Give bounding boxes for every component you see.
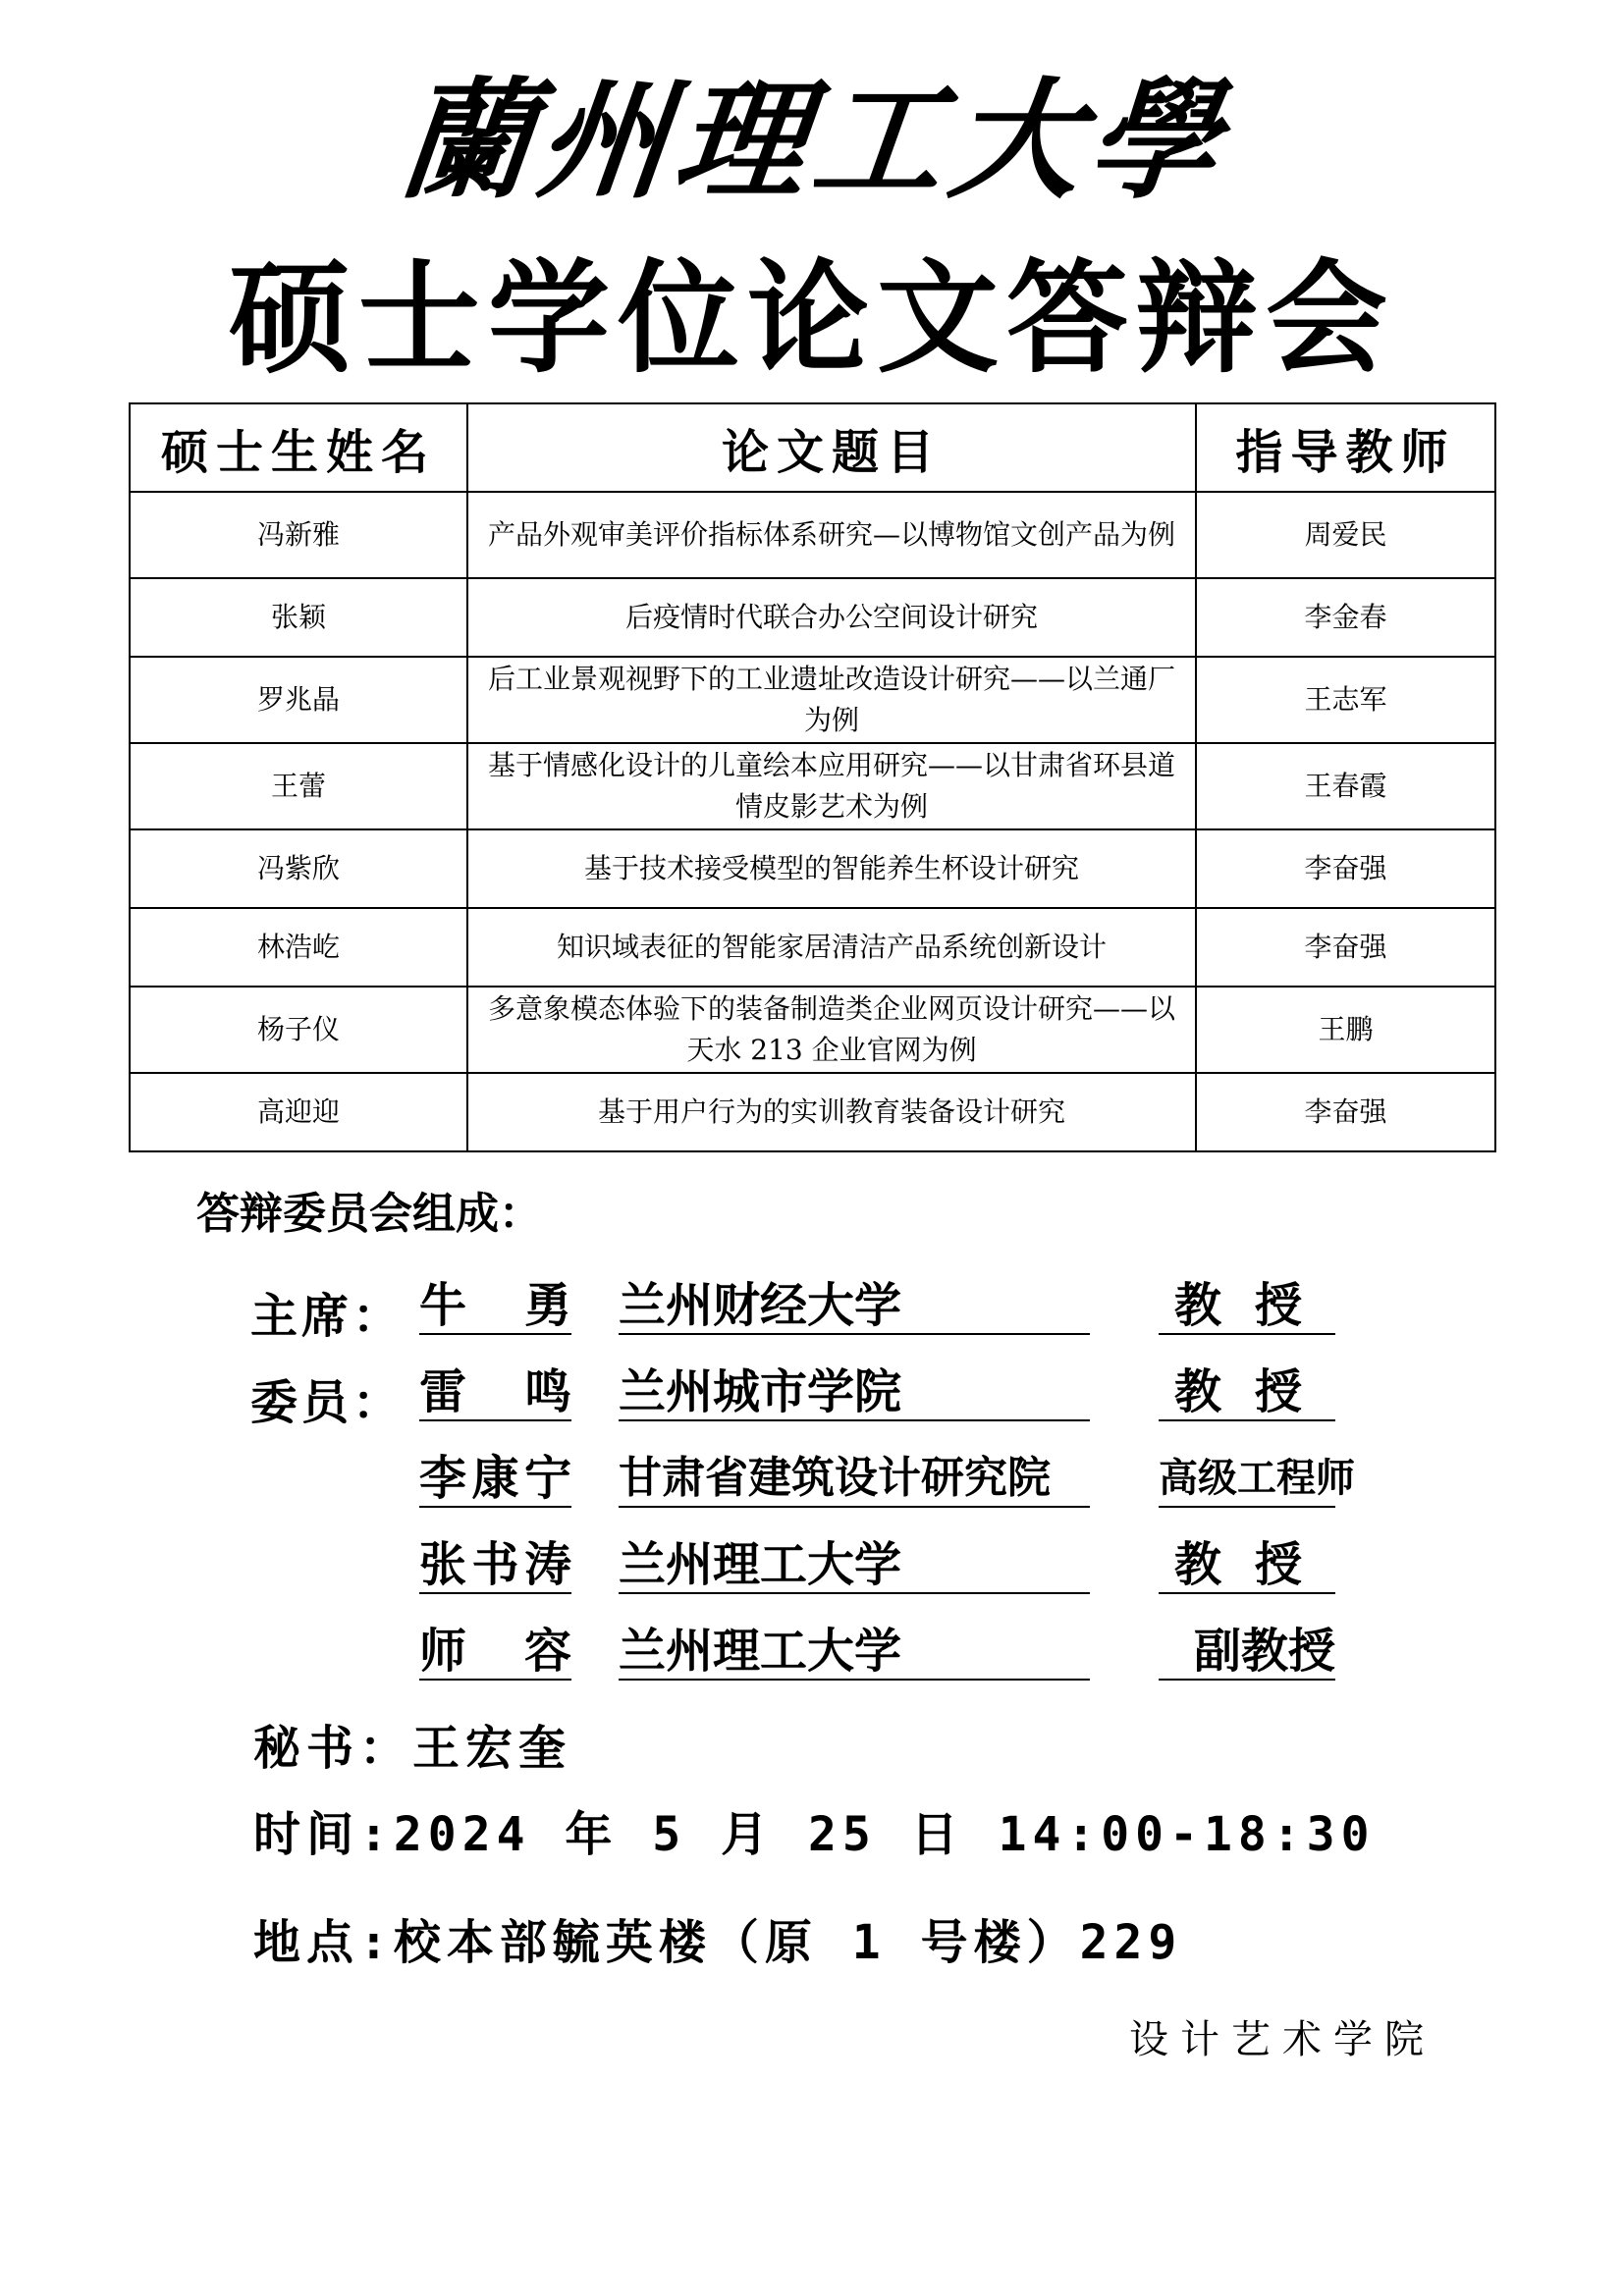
committee-member-org: 甘肃省建筑设计研究院 bbox=[619, 1451, 1090, 1508]
defense-schedule-table bbox=[129, 402, 1496, 1152]
advisor-name: 王春霞 bbox=[1196, 743, 1495, 829]
student-name: 冯紫欣 bbox=[130, 829, 467, 908]
committee-member-org: 兰州理工大学 bbox=[619, 1624, 1090, 1681]
time-line: 时间:2024 年 5 月 25 日 14:00-18:30 bbox=[253, 1807, 1376, 1862]
thesis-topic: 知识域表征的智能家居清洁产品系统创新设计 bbox=[467, 908, 1196, 987]
committee-member-name: 李康宁 bbox=[419, 1451, 571, 1506]
committee-member bbox=[0, 1451, 1624, 1512]
advisor-name: 李奋强 bbox=[1196, 829, 1495, 908]
committee-member-title: 教授 bbox=[1159, 1537, 1335, 1594]
advisor-name: 李金春 bbox=[1196, 578, 1495, 657]
table-row bbox=[130, 657, 1495, 743]
committee-member-title: 教授 bbox=[1159, 1364, 1335, 1421]
table-row bbox=[130, 743, 1495, 829]
student-name: 林浩屹 bbox=[130, 908, 467, 987]
committee-role: 主席： bbox=[250, 1289, 405, 1344]
thesis-topic: 后工业景观视野下的工业遗址改造设计研究——以兰通厂为例 bbox=[467, 657, 1196, 743]
thesis-topic: 多意象模态体验下的装备制造类企业网页设计研究——以天水 213 企业官网为例 bbox=[467, 987, 1196, 1073]
committee-member-chair bbox=[0, 1278, 1624, 1344]
thesis-topic: 基于情感化设计的儿童绘本应用研究——以甘肃省环县道情皮影艺术为例 bbox=[467, 743, 1196, 829]
committee-member-name: 师 容 bbox=[419, 1624, 571, 1679]
committee-member-title: 高级工程师 bbox=[1159, 1451, 1335, 1508]
student-name: 高迎迎 bbox=[130, 1073, 467, 1151]
advisor-name: 李奋强 bbox=[1196, 1073, 1495, 1151]
committee-heading: 答辩委员会组成： bbox=[196, 1189, 542, 1239]
table-row bbox=[130, 578, 1495, 657]
advisor-name: 李奋强 bbox=[1196, 908, 1495, 987]
committee-member bbox=[0, 1364, 1624, 1430]
committee-member bbox=[0, 1537, 1624, 1598]
student-name: 王蕾 bbox=[130, 743, 467, 829]
committee-member-org: 兰州财经大学 bbox=[619, 1278, 1090, 1335]
page-title: 硕士学位论文答辩会 bbox=[228, 248, 1395, 390]
table-row bbox=[130, 829, 1495, 908]
thesis-topic: 基于技术接受模型的智能养生杯设计研究 bbox=[467, 829, 1196, 908]
table-row bbox=[130, 908, 1495, 987]
committee-member-title: 副教授 bbox=[1159, 1624, 1335, 1681]
student-name: 罗兆晶 bbox=[130, 657, 467, 743]
header-student-name: 硕士生姓名 bbox=[130, 403, 467, 492]
location-line: 地点:校本部毓英楼（原 1 号楼）229 bbox=[253, 1915, 1183, 1970]
committee-member-org: 兰州理工大学 bbox=[619, 1537, 1090, 1594]
advisor-name: 王志军 bbox=[1196, 657, 1495, 743]
student-name: 冯新雅 bbox=[130, 492, 467, 578]
header-thesis-topic: 论文题目 bbox=[467, 403, 1196, 492]
student-name: 张颖 bbox=[130, 578, 467, 657]
committee-role: 委员： bbox=[250, 1375, 405, 1430]
thesis-topic: 后疫情时代联合办公空间设计研究 bbox=[467, 578, 1196, 657]
header-advisor: 指导教师 bbox=[1196, 403, 1495, 492]
secretary-line: 秘书：王宏奎 bbox=[253, 1721, 572, 1776]
table-header-row bbox=[130, 403, 1495, 492]
table-row bbox=[130, 1073, 1495, 1151]
committee-member-org: 兰州城市学院 bbox=[619, 1364, 1090, 1421]
table-row bbox=[130, 492, 1495, 578]
thesis-topic: 基于用户行为的实训教育装备设计研究 bbox=[467, 1073, 1196, 1151]
thesis-topic: 产品外观审美评价指标体系研究—以博物馆文创产品为例 bbox=[467, 492, 1196, 578]
committee-member bbox=[0, 1624, 1624, 1684]
committee-member-name: 牛 勇 bbox=[419, 1278, 571, 1333]
department-signature: 设计艺术学院 bbox=[1129, 2017, 1435, 2062]
committee-member-name: 张书涛 bbox=[419, 1537, 571, 1592]
committee-member-title: 教授 bbox=[1159, 1278, 1335, 1335]
student-name: 杨子仪 bbox=[130, 987, 467, 1073]
table-row bbox=[130, 987, 1495, 1073]
advisor-name: 周爱民 bbox=[1196, 492, 1495, 578]
committee-member-name: 雷 鸣 bbox=[419, 1364, 571, 1419]
advisor-name: 王鹏 bbox=[1196, 987, 1495, 1073]
university-logo-calligraphy: 蘭州理工大學 bbox=[393, 65, 1234, 217]
